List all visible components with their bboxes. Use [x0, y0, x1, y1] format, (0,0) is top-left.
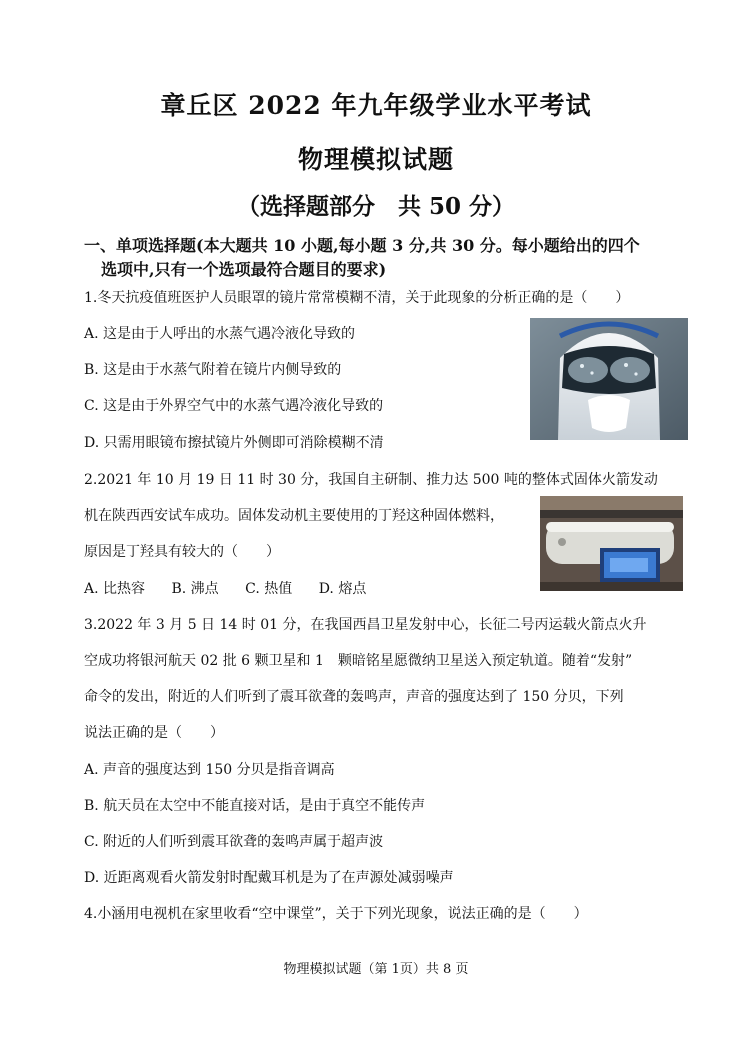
goggles-photo	[530, 318, 688, 440]
q3-line-3: 命令的发出，附近的人们听到了震耳欲聋的轰鸣声，声音的强度达到了 150 分贝，下列	[84, 689, 624, 705]
q2-options	[84, 578, 388, 598]
q3-line-1: 3.2022 年 3 月 5 日 14 时 01 分，在我国西昌卫星发射中心，长征二号丙运载火箭点火升	[84, 617, 647, 633]
q2-option-b: B. 沸点	[171, 581, 219, 597]
q2-line-3: 原因是丁羟具有较大的（ ）	[84, 544, 280, 560]
q1-stem: 1.冬天抗疫值班医护人员眼罩的镜片常常模糊不清，关于此现象的分析正确的是（ ）	[84, 290, 630, 306]
exam-title: 章丘区 2022 年九年级学业水平考试	[160, 91, 592, 120]
q2-option-a: A. 比热容	[84, 581, 146, 597]
q1-option-d: D. 只需用眼镜布擦拭镜片外侧即可消除模糊不清	[84, 435, 384, 451]
q2-line-2: 机在陕西西安试车成功。固体发动机主要使用的丁羟这种固体燃料，	[84, 508, 504, 524]
q3-option-c: C. 附近的人们听到震耳欲聋的轰鸣声属于超声波	[84, 834, 384, 850]
q3-option-b: B. 航天员在太空中不能直接对话，是由于真空不能传声	[84, 798, 426, 814]
q3-option-d: D. 近距离观看火箭发射时配戴耳机是为了在声源处减弱噪声	[84, 870, 454, 886]
section-heading-cont: 选项中,只有一个选项最符合题目的要求)	[101, 260, 387, 279]
q1-option-a: A. 这是由于人呼出的水蒸气遇冷液化导致的	[84, 326, 356, 342]
q2-option-d: D. 熔点	[318, 581, 367, 597]
q3-option-a: A. 声音的强度达到 150 分贝是指音调高	[84, 762, 335, 778]
section-heading: 一、单项选择题(本大题共 10 小题,每小题 3 分,共 30 分。每小题给出的四个	[84, 236, 640, 255]
q3-line-4: 说法正确的是（ ）	[84, 725, 224, 741]
page-footer: 物理模拟试题（第 1页）共 8 页	[283, 962, 469, 977]
q1-option-b: B. 这是由于水蒸气附着在镜片内侧导致的	[84, 362, 342, 378]
q2-line-1: 2.2021 年 10 月 19 日 11 时 30 分，我国自主研制、推力达 500 吨的整体式固体火箭发动	[84, 472, 658, 488]
q1-option-c: C. 这是由于外界空气中的水蒸气遇冷液化导致的	[84, 398, 384, 414]
q3-line-2: 空成功将银河航天 02 批 6 颗卫星和 1 颗暗铭星愿微纳卫星送入预定轨道。随着“发射”	[84, 653, 633, 669]
rocket-engine-photo	[540, 496, 683, 591]
exam-subject: 物理模拟试题	[297, 145, 454, 174]
q4-stem: 4.小涵用电视机在家里收看“空中课堂”，关于下列光现象，说法正确的是（ ）	[84, 906, 588, 922]
exam-part: （选择题部分 共 50 分）	[236, 193, 516, 220]
q2-option-c: C. 热值	[245, 581, 293, 597]
